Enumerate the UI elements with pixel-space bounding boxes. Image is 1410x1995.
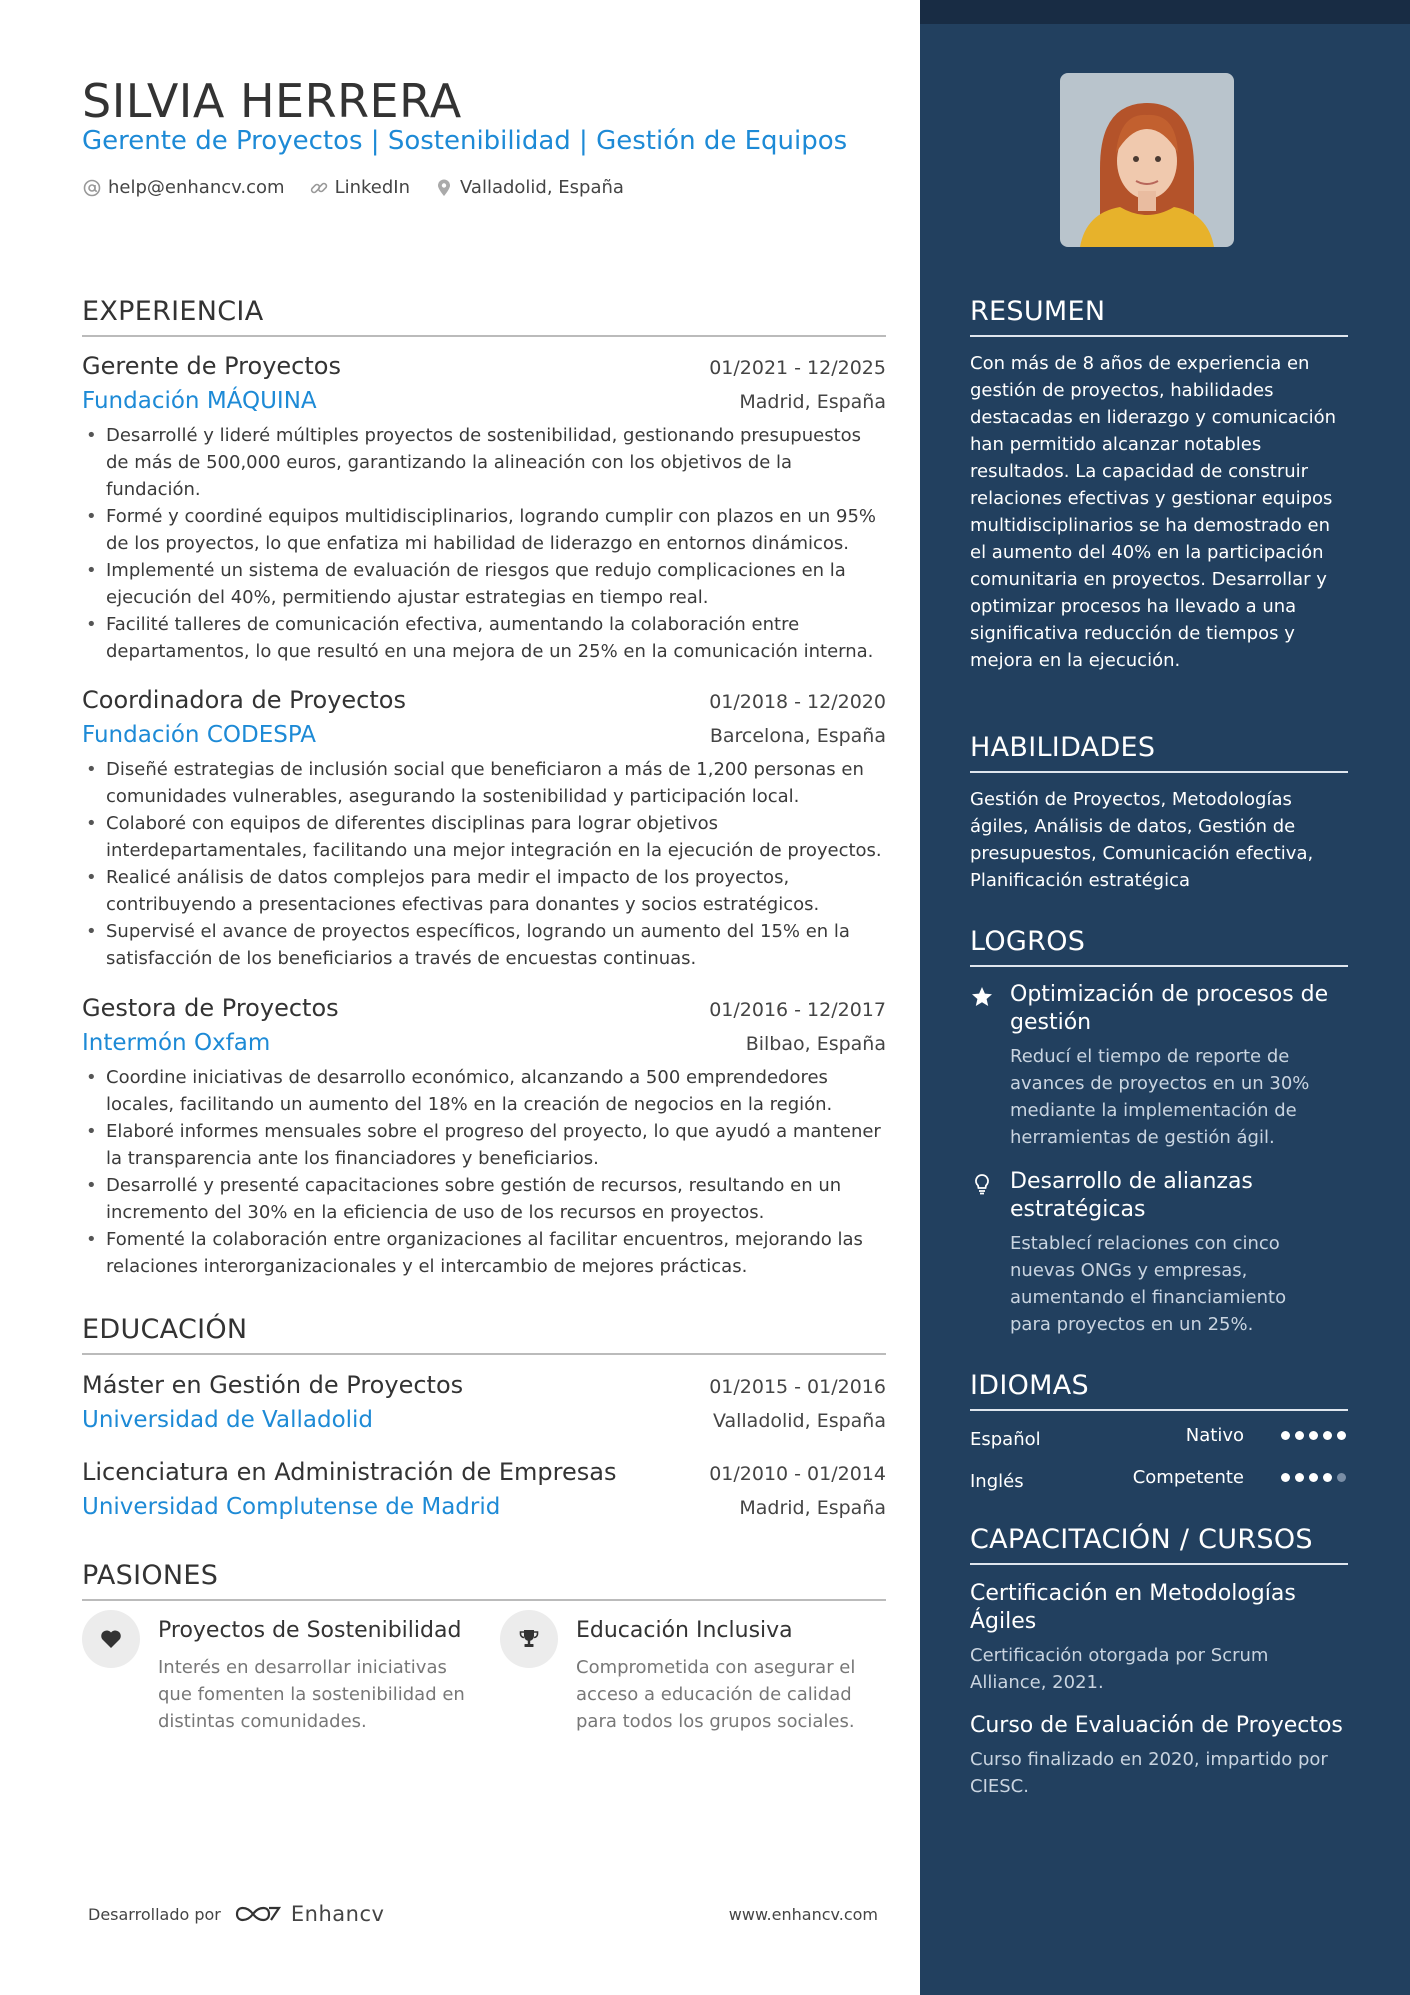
experience-title: EXPERIENCIA — [82, 296, 886, 337]
job-bullets — [82, 422, 886, 665]
link-icon — [309, 178, 329, 198]
passions-title: PASIONES — [82, 1560, 886, 1601]
sidebar — [920, 0, 1410, 1995]
education-dates: 01/2015 - 01/2016 — [709, 1376, 886, 1398]
location-pin-icon — [434, 178, 454, 198]
education-title: EDUCACIÓN — [82, 1314, 886, 1355]
languages-title: IDIOMAS — [970, 1370, 1348, 1411]
courses-title: CAPACITACIÓN / CURSOS — [970, 1524, 1348, 1565]
school-name[interactable]: Universidad de Valladolid — [82, 1407, 374, 1433]
job-dates: 01/2016 - 12/2017 — [709, 999, 886, 1021]
language-level: Nativo — [1185, 1425, 1244, 1446]
bullet-item: • Diseñé estrategias de inclusión social que beneficiaron a más de 1,200 personas en comunidades vulnerables, asegurando la sostenibilidad y participación local. — [82, 756, 886, 810]
degree-title: Licenciatura en Administración de Empresas — [82, 1458, 617, 1486]
experience-entry — [82, 352, 886, 665]
heart-icon — [99, 1627, 123, 1651]
language-rating — [1276, 1431, 1346, 1440]
rating-dot-filled — [1281, 1473, 1290, 1482]
summary-title: RESUMEN — [970, 296, 1348, 337]
location-text: Valladolid, España — [460, 177, 624, 198]
job-dates: 01/2018 - 12/2020 — [709, 691, 886, 713]
contact-linkedin[interactable] — [309, 177, 410, 198]
profile-photo — [1060, 73, 1234, 247]
bullet-item: • Colaboré con equipos de diferentes disciplinas para lograr objetivos interdepartamentales, facilitando una mejor integración en la ejecución de proyectos. — [82, 810, 886, 864]
star-icon — [970, 985, 994, 1009]
sidebar-top-band — [920, 0, 1410, 24]
rating-dot-filled — [1309, 1473, 1318, 1482]
school-name[interactable]: Universidad Complutense de Madrid — [82, 1494, 501, 1520]
bullet-item: • Fomenté la colaboración entre organizaciones al facilitar encuentros, mejorando las relaciones interorganizacionales y el intercambio de mejores prácticas. — [82, 1226, 886, 1280]
achievement-title: Optimización de procesos de gestión — [1010, 982, 1329, 1035]
course-title: Curso de Evaluación de Proyectos — [970, 1713, 1343, 1738]
passion-description: Interés en desarrollar iniciativas que fomenten la sostenibilidad en distintas comunidades. — [158, 1657, 465, 1732]
job-location: Barcelona, España — [709, 725, 886, 747]
job-dates: 01/2021 - 12/2025 — [709, 357, 886, 379]
footer — [88, 1902, 878, 1926]
summary-text: Con más de 8 años de experiencia en gestión de proyectos, habilidades destacadas en liderazgo y comunicación han permitido alcanzar notables resultados. La capacidad de construir relaciones efectivas y gestionar equipos multidisciplinarios se ha demostrado en el aumento del 40% en la participación comunitaria en proyectos. Desarrollar y optimizar procesos ha llevado a una significativa reducción de tiempos y mejora en la ejecución. — [970, 353, 1337, 671]
course-item — [970, 1580, 1350, 1696]
rating-dot-filled — [1295, 1431, 1304, 1440]
email-text: help@enhancv.com — [108, 177, 285, 198]
achievement-title: Desarrollo de alianzas estratégicas — [1010, 1169, 1253, 1222]
experience-entry — [82, 686, 886, 972]
lightbulb-icon — [970, 1172, 994, 1196]
education-dates: 01/2010 - 01/2014 — [709, 1463, 886, 1485]
contact-email[interactable] — [82, 177, 285, 198]
passion-description: Comprometida con asegurar el acceso a educación de calidad para todos los grupos sociales. — [576, 1657, 856, 1732]
at-icon — [82, 178, 102, 198]
rating-dot-filled — [1281, 1431, 1290, 1440]
job-title: Gerente de Proyectos — [82, 352, 341, 380]
school-location: Madrid, España — [739, 1497, 886, 1519]
job-location: Bilbao, España — [745, 1033, 886, 1055]
degree-title: Máster en Gestión de Proyectos — [82, 1371, 464, 1399]
rating-dot-filled — [1309, 1431, 1318, 1440]
job-bullets — [82, 1064, 886, 1280]
footer-brand — [88, 1902, 384, 1926]
education-entry — [82, 1458, 886, 1520]
passion-icon-circle — [500, 1610, 558, 1668]
built-by-label: Desarrollado por — [88, 1904, 221, 1924]
experience-entry — [82, 994, 886, 1280]
brand-name: Enhancv — [290, 1902, 385, 1926]
bullet-item: • Elaboré informes mensuales sobre el progreso del proyecto, lo que ayudó a mantener la transparencia ante los financiadores y beneficiarios. — [82, 1118, 886, 1172]
company-name[interactable]: Fundación CODESPA — [82, 722, 316, 748]
achievement-description: Reducí el tiempo de reporte de avances de proyectos en un 30% mediante la implementación de herramientas de gestión ágil. — [1010, 1046, 1310, 1148]
headline: Gerente de Proyectos | Sostenibilidad | Gestión de Equipos — [82, 126, 848, 156]
contact-location — [434, 177, 624, 198]
job-title: Gestora de Proyectos — [82, 994, 339, 1022]
language-rating — [1276, 1473, 1346, 1482]
job-location: Madrid, España — [739, 391, 886, 413]
skills-text: Gestión de Proyectos, Metodologías ágiles, Análisis de datos, Gestión de presupuestos, Comunicación efectiva, Planificación estratégica — [970, 789, 1314, 891]
passion-title: Educación Inclusiva — [576, 1618, 793, 1643]
course-description: Certificación otorgada por Scrum Alliance, 2021. — [970, 1645, 1269, 1693]
bullet-item: • Implementé un sistema de evaluación de riesgos que redujo complicaciones en la ejecución del 40%, permitiendo ajustar estrategias en tiempo real. — [82, 557, 886, 611]
portrait-image — [1060, 73, 1234, 247]
bullet-item: • Formé y coordiné equipos multidisciplinarios, logrando cumplir con plazos en un 95% de los proyectos, lo que enfatiza mi habilidad de liderazgo en entornos dinámicos. — [82, 503, 886, 557]
skills-title: HABILIDADES — [970, 732, 1348, 773]
bullet-item: • Desarrollé y lideré múltiples proyectos de sostenibilidad, gestionando presupuestos de más de 500,000 euros, garantizando la alineación con los objetivos de la fundación. — [82, 422, 886, 503]
rating-dot-filled — [1323, 1431, 1332, 1440]
enhancv-logo-icon — [233, 1902, 283, 1926]
rating-dot-filled — [1295, 1473, 1304, 1482]
bullet-item: • Facilité talleres de comunicación efectiva, aumentando la colaboración entre departamentos, lo que resultó en una mejora de un 25% en la comunicación interna. — [82, 611, 886, 665]
trophy-icon — [517, 1627, 541, 1651]
course-title: Certificación en Metodologías Ágiles — [970, 1581, 1296, 1634]
company-name[interactable]: Intermón Oxfam — [82, 1030, 271, 1056]
website-link[interactable]: www.enhancv.com — [728, 1904, 878, 1924]
rating-dot-filled — [1323, 1473, 1332, 1482]
language-name: Inglés — [970, 1471, 1024, 1492]
course-item — [970, 1712, 1350, 1800]
passion-title: Proyectos de Sostenibilidad — [158, 1618, 462, 1643]
rating-dot-empty — [1337, 1473, 1346, 1482]
school-location: Valladolid, España — [712, 1410, 886, 1432]
language-row — [970, 1425, 1348, 1453]
bullet-item: • Realicé análisis de datos complejos para medir el impacto de los proyectos, contribuyendo a presentaciones efectivas para donantes y socios estratégicos. — [82, 864, 886, 918]
rating-dot-filled — [1337, 1431, 1346, 1440]
language-name: Español — [970, 1429, 1041, 1450]
bullet-item: • Desarrollé y presenté capacitaciones sobre gestión de recursos, resultando en un incremento del 30% en la eficiencia de uso de los recursos en proyectos. — [82, 1172, 886, 1226]
job-bullets — [82, 756, 886, 972]
linkedin-text: LinkedIn — [334, 177, 410, 198]
passion-icon-circle — [82, 1610, 140, 1668]
bullet-item: • Supervisé el avance de proyectos específicos, logrando un aumento del 15% en la satisfacción de los beneficiarios a través de encuestas continuas. — [82, 918, 886, 972]
achievements-title: LOGROS — [970, 926, 1348, 967]
company-name[interactable]: Fundación MÁQUINA — [82, 388, 317, 414]
language-row — [970, 1467, 1348, 1495]
candidate-name: SILVIA HERRERA — [82, 74, 462, 128]
achievement-description: Establecí relaciones con cinco nuevas ONGs y empresas, aumentando el financiamiento para proyectos en un 25%. — [1010, 1233, 1287, 1335]
contact-bar — [82, 177, 648, 198]
course-description: Curso finalizado en 2020, impartido por CIESC. — [970, 1749, 1328, 1797]
bullet-item: • Coordine iniciativas de desarrollo económico, alcanzando a 500 emprendedores locales, facilitando un aumento del 18% en la creación de negocios en la región. — [82, 1064, 886, 1118]
job-title: Coordinadora de Proyectos — [82, 686, 406, 714]
language-level: Competente — [1132, 1467, 1244, 1488]
education-entry — [82, 1371, 886, 1433]
